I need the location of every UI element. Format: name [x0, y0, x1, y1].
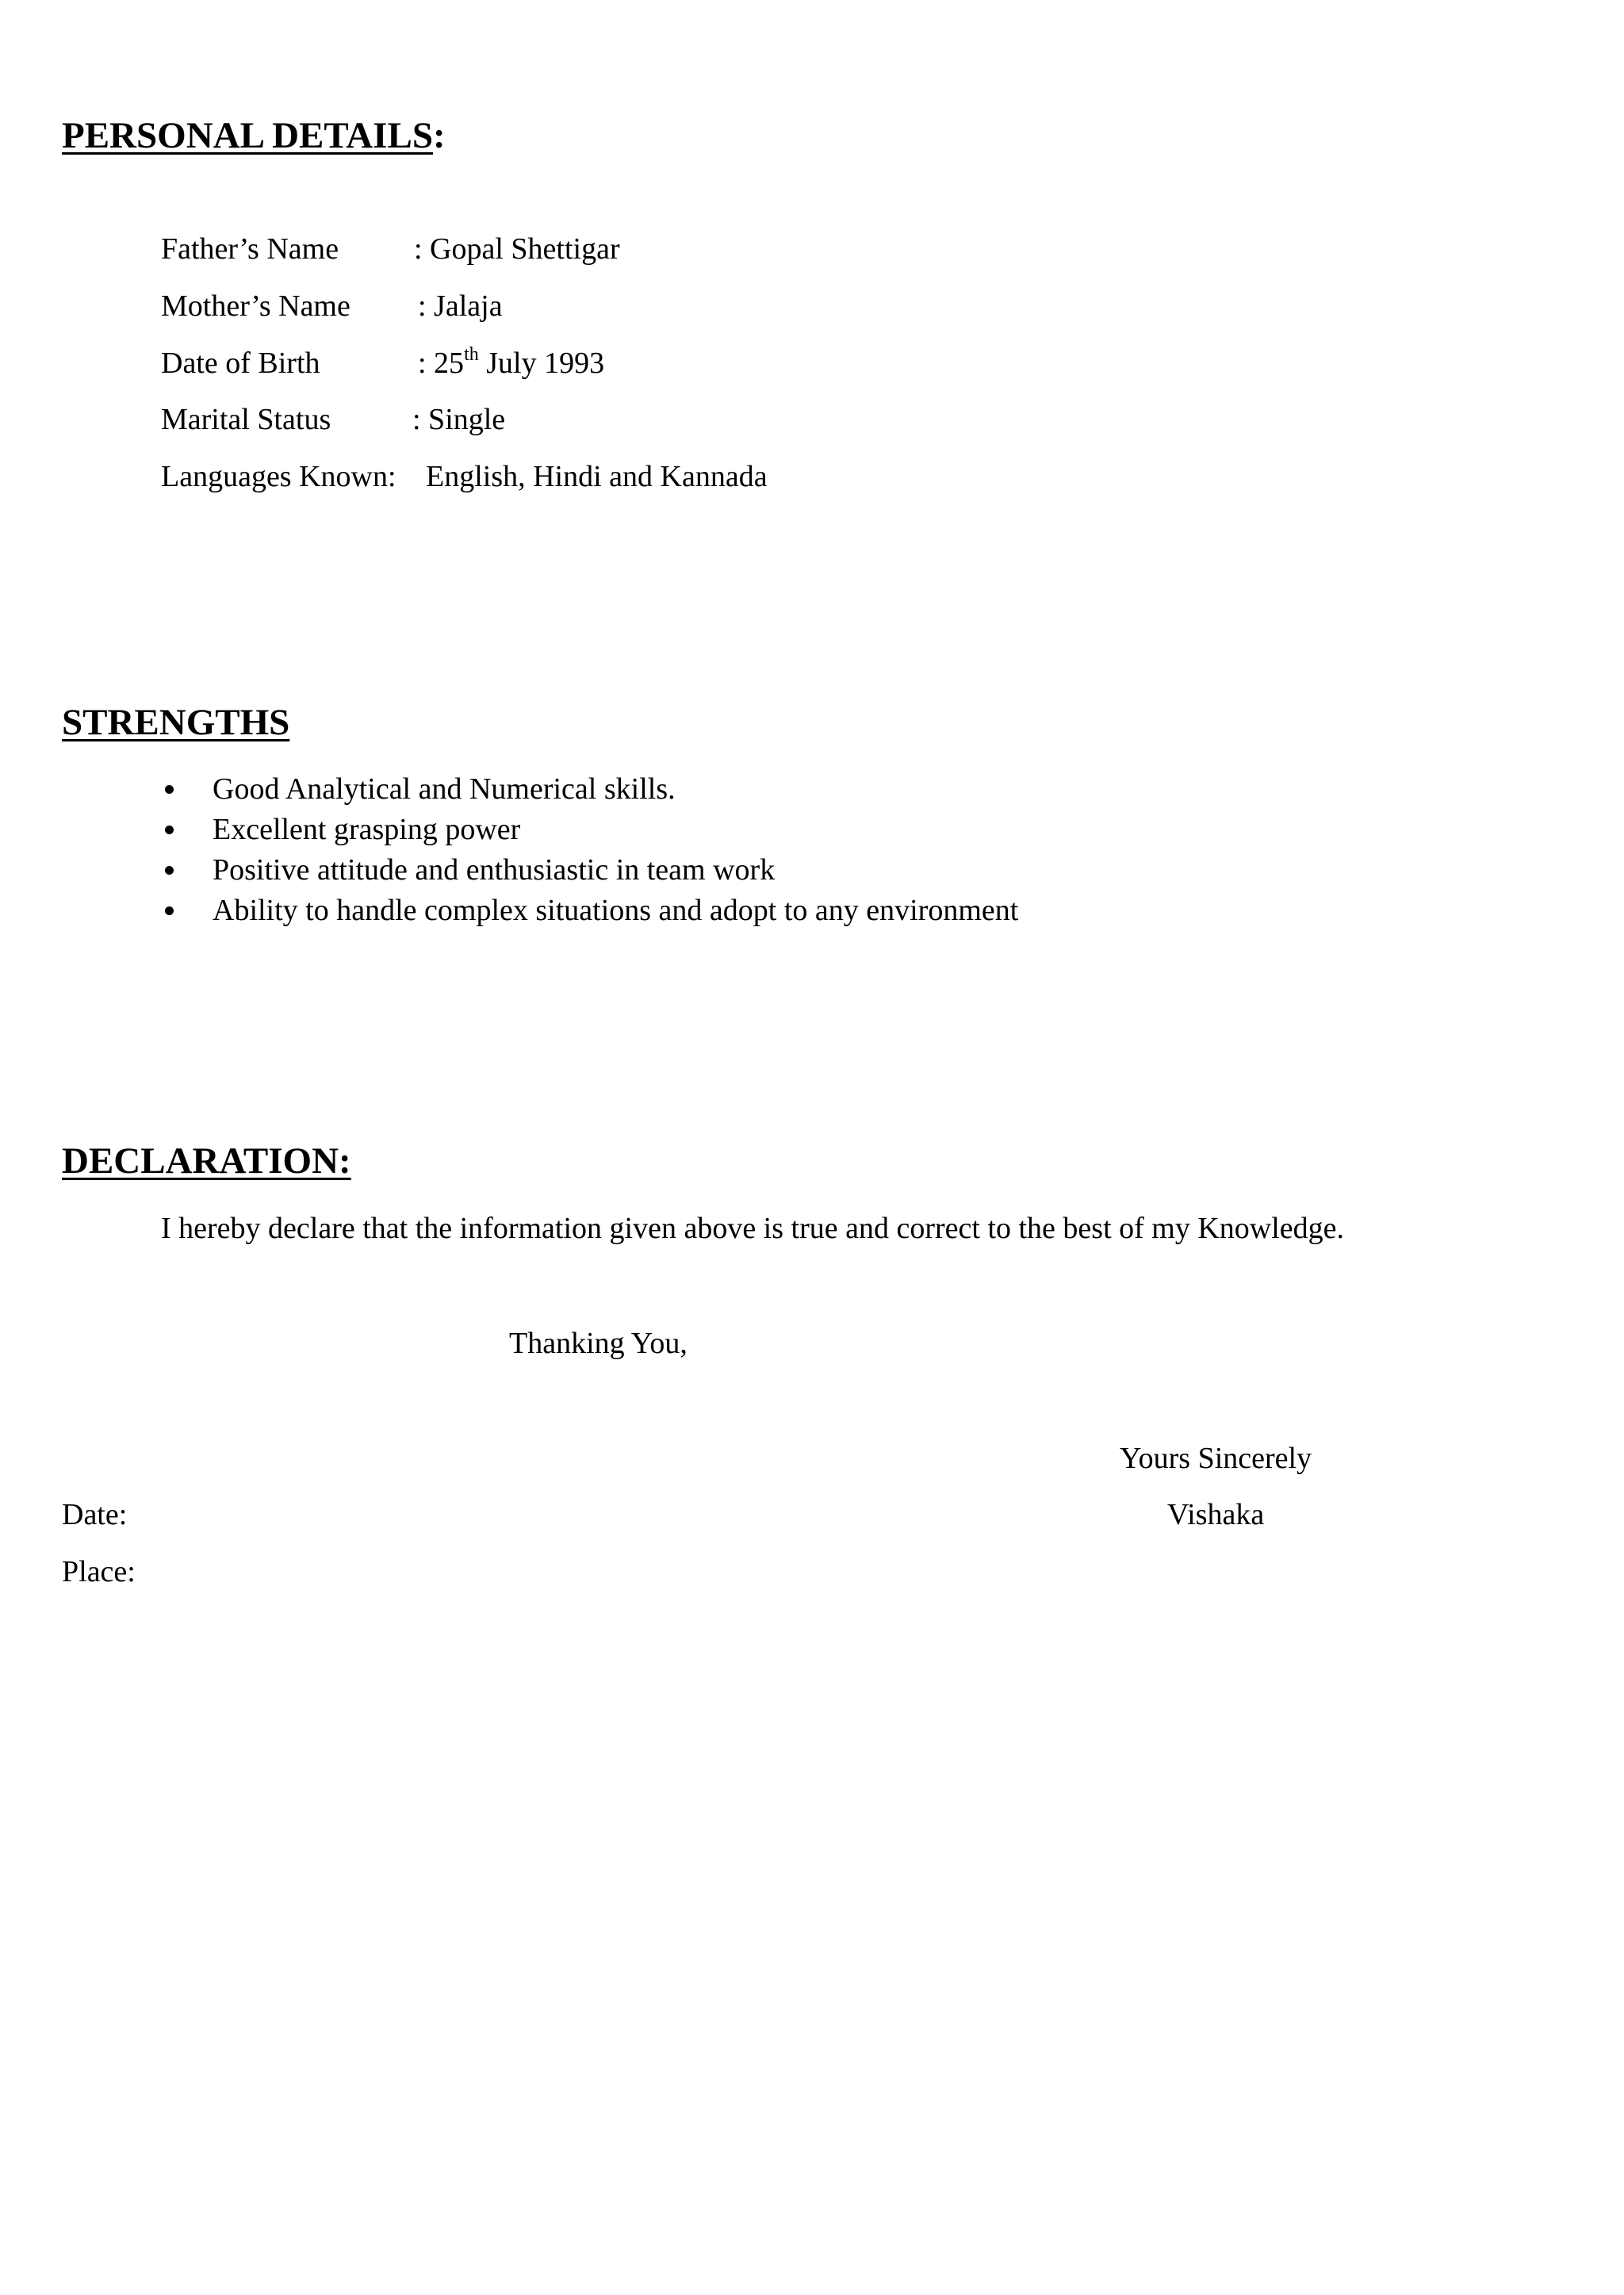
- dob-label: Date of Birth: [161, 347, 320, 380]
- father-name-label: Father’s Name: [161, 232, 339, 266]
- mother-name-label: Mother’s Name: [161, 289, 350, 323]
- place-label: Place:: [62, 1555, 136, 1588]
- marital-status-label: Marital Status: [161, 403, 331, 436]
- bullet-icon: [165, 866, 174, 875]
- signature-name: Vishaka: [1167, 1498, 1265, 1531]
- father-name-value: : Gopal Shettigar: [414, 232, 620, 266]
- bullet-icon: [165, 826, 174, 834]
- date-label: Date:: [62, 1498, 128, 1531]
- strengths-list-item: [161, 891, 1018, 931]
- strengths-heading: [62, 704, 289, 741]
- declaration-heading: [62, 1140, 351, 1182]
- strengths-list-item: [161, 769, 1018, 810]
- strengths-list: [161, 769, 1018, 931]
- declaration-heading-text: DECLARATION:: [62, 1140, 351, 1182]
- bullet-icon: [165, 906, 174, 915]
- dob-value: [418, 344, 605, 380]
- personal-details-heading-text: PERSONAL DETAILS: [62, 115, 433, 156]
- bullet-icon: [165, 785, 174, 794]
- personal-details-heading: [62, 117, 446, 155]
- languages-value: English, Hindi and Kannada: [426, 460, 768, 493]
- field-row-marital: [0, 404, 1624, 436]
- closing-text: Yours Sincerely: [1120, 1442, 1312, 1475]
- field-row-languages: [0, 462, 1624, 493]
- strength-text: Positive attitude and enthusiastic in team work: [213, 853, 776, 887]
- mother-name-value: : Jalaja: [418, 289, 503, 323]
- strength-text: Excellent grasping power: [213, 813, 521, 846]
- strengths-list-item: [161, 850, 1018, 891]
- languages-label: Languages Known:: [161, 460, 396, 493]
- dob-value-sup: th: [464, 344, 479, 365]
- personal-details-heading-colon: :: [432, 115, 446, 156]
- declaration-text: I hereby declare that the information given above is true and correct to the best of my Knowledge.: [161, 1212, 1345, 1245]
- field-row-mother: [0, 291, 1624, 323]
- field-row-dob: [0, 344, 1624, 380]
- strengths-heading-text: STRENGTHS: [62, 702, 290, 743]
- strengths-list-item: [161, 810, 1018, 850]
- strength-text: Ability to handle complex situations and adopt to any environment: [213, 894, 1019, 927]
- marital-status-value: : Single: [412, 403, 506, 436]
- strength-text: Good Analytical and Numerical skills.: [213, 772, 676, 806]
- field-row-father: [0, 234, 1624, 266]
- thanking-text: Thanking You,: [509, 1327, 688, 1360]
- dob-value-prefix: : 25: [418, 347, 465, 380]
- dob-value-suffix: July 1993: [478, 347, 605, 380]
